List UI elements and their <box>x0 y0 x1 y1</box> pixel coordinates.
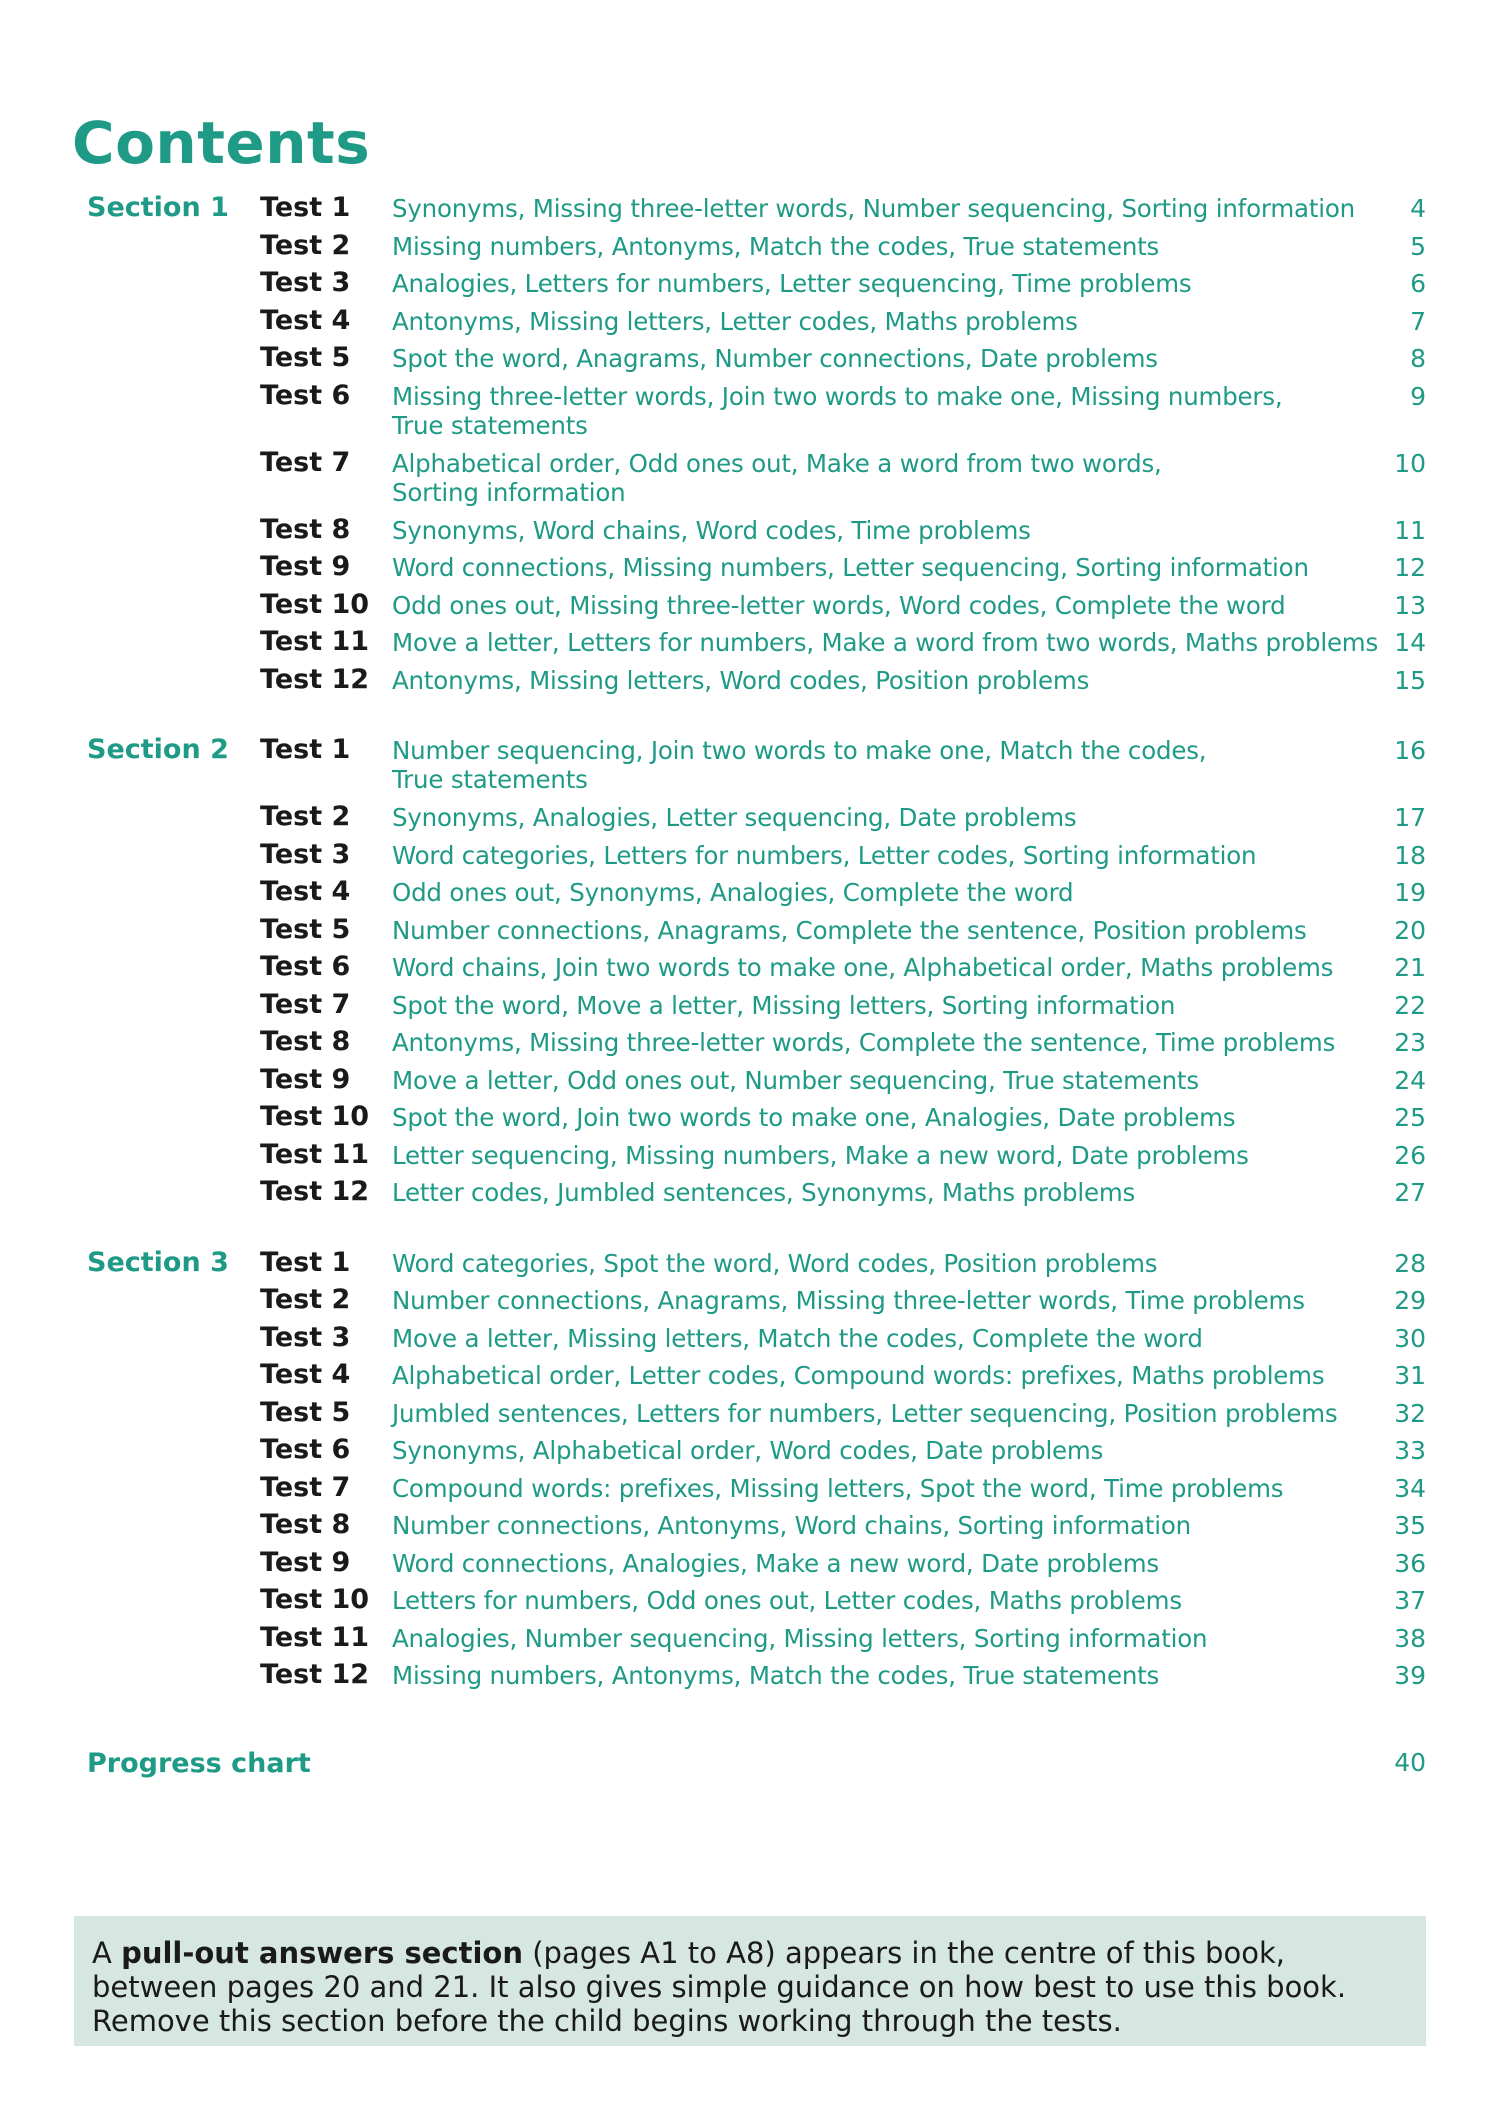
test-label: Test 5 <box>260 342 351 373</box>
test-label: Test 1 <box>260 734 351 765</box>
test-topics <box>392 516 1392 545</box>
page-number: 19 <box>1394 878 1426 907</box>
test-topics-line: Odd ones out, Missing three-letter words, Word codes, Complete the word <box>392 590 1286 620</box>
toc-row[interactable] <box>0 1507 1500 1545</box>
test-topics <box>392 953 1392 982</box>
test-label: Test 7 <box>260 1471 351 1503</box>
test-label: Test 12 <box>260 663 370 695</box>
page-number: 39 <box>1394 1661 1426 1690</box>
test-label: Test 2 <box>260 801 351 832</box>
test-topics-line: Spot the word, Move a letter, Missing letters, Sorting information <box>392 990 1176 1020</box>
page-number: 5 <box>1410 231 1426 261</box>
page-number: 25 <box>1394 1103 1426 1132</box>
test-topics-line: Number connections, Antonyms, Word chains, Sorting information <box>392 1511 1191 1540</box>
section-1 <box>0 190 1500 699</box>
page-number: 7 <box>1410 306 1426 336</box>
toc-row[interactable] <box>0 624 1500 662</box>
test-topics-line: Missing three-letter words, Join two words to make one, Missing numbers, <box>392 381 1283 411</box>
page-number: 16 <box>1394 736 1426 765</box>
answers-notice-box <box>74 1916 1426 2046</box>
test-topics <box>392 1066 1392 1095</box>
test-topics <box>392 591 1392 620</box>
test-label: Test 8 <box>260 1509 351 1540</box>
toc-row[interactable] <box>0 949 1500 987</box>
progress-chart-label: Progress chart <box>87 1748 311 1779</box>
test-topics <box>392 628 1392 657</box>
test-label: Test 3 <box>260 1321 351 1353</box>
test-topics-line: Compound words: prefixes, Missing letters, Spot the word, Time problems <box>392 1473 1284 1503</box>
toc-row[interactable] <box>0 1245 1500 1283</box>
test-topics <box>392 1249 1392 1278</box>
test-label: Test 10 <box>260 1101 370 1132</box>
test-label: Test 9 <box>260 551 351 582</box>
section-label: Section 2 <box>87 734 229 765</box>
test-label: Test 5 <box>260 913 351 945</box>
page-number: 17 <box>1394 803 1426 832</box>
test-label: Test 4 <box>260 1359 351 1390</box>
test-topics <box>392 1286 1392 1315</box>
test-label: Test 8 <box>260 1026 351 1057</box>
test-topics <box>392 1549 1392 1578</box>
toc-row[interactable] <box>0 987 1500 1025</box>
toc-row[interactable] <box>0 549 1500 587</box>
test-label: Test 9 <box>260 1063 351 1095</box>
test-topics-line: Sorting information <box>392 477 626 507</box>
test-topics-line: Analogies, Letters for numbers, Letter sequencing, Time problems <box>392 269 1192 298</box>
test-topics-line: Word categories, Spot the word, Word codes, Position problems <box>392 1248 1158 1278</box>
toc-row[interactable] <box>0 1099 1500 1137</box>
test-topics-line: Synonyms, Missing three-letter words, Number sequencing, Sorting information <box>392 194 1355 223</box>
test-label: Test 5 <box>260 1396 351 1428</box>
toc-row[interactable] <box>0 1282 1500 1320</box>
test-label: Test 6 <box>260 951 351 982</box>
test-topics <box>392 1436 1392 1465</box>
test-topics <box>392 1511 1392 1540</box>
test-label: Test 12 <box>260 1659 370 1690</box>
test-label: Test 6 <box>260 379 351 411</box>
test-topics-line: Synonyms, Alphabetical order, Word codes, Date problems <box>392 1436 1104 1465</box>
test-label: Test 11 <box>260 626 370 657</box>
progress-chart-row[interactable] <box>0 1748 1500 1788</box>
page-number: 26 <box>1394 1140 1426 1170</box>
page-number: 30 <box>1394 1323 1426 1353</box>
test-topics-line: Word connections, Analogies, Make a new word, Date problems <box>392 1548 1159 1578</box>
notice-bold-text: pull-out answers section <box>121 1936 523 1970</box>
test-topics <box>392 666 1392 695</box>
section-label: Section 1 <box>87 192 229 223</box>
toc-row[interactable] <box>0 1545 1500 1583</box>
toc-row[interactable] <box>0 1432 1500 1470</box>
test-topics-line: Analogies, Number sequencing, Missing letters, Sorting information <box>392 1623 1208 1653</box>
test-label: Test 11 <box>260 1621 370 1653</box>
toc-row[interactable] <box>0 1137 1500 1175</box>
page-number: 14 <box>1394 628 1426 657</box>
test-label: Test 7 <box>260 988 351 1020</box>
page-number: 4 <box>1410 194 1426 223</box>
test-topics <box>392 736 1392 794</box>
page-number: 28 <box>1394 1248 1426 1278</box>
test-label: Test 4 <box>260 304 351 336</box>
page-number: 8 <box>1410 344 1426 373</box>
test-topics-line: Synonyms, Word chains, Word codes, Time problems <box>392 515 1031 545</box>
test-topics-line: Antonyms, Missing letters, Letter codes, Maths problems <box>392 306 1078 336</box>
test-label: Test 3 <box>260 838 351 870</box>
test-topics-line: Move a letter, Odd ones out, Number sequencing, True statements <box>392 1065 1199 1095</box>
table-of-contents <box>0 190 1500 1695</box>
toc-row[interactable] <box>0 1320 1500 1358</box>
test-label: Test 9 <box>260 1546 351 1578</box>
test-topics-line: Number connections, Anagrams, Complete the sentence, Position problems <box>392 915 1307 945</box>
toc-row[interactable] <box>0 1620 1500 1658</box>
test-topics-line: Letter sequencing, Missing numbers, Make a new word, Date problems <box>392 1140 1249 1170</box>
test-topics <box>392 307 1392 336</box>
test-topics <box>392 1178 1392 1207</box>
toc-row[interactable] <box>0 190 1500 228</box>
test-topics-line: Alphabetical order, Odd ones out, Make a word from two words, <box>392 448 1162 478</box>
page-number: 6 <box>1410 269 1426 298</box>
toc-row[interactable] <box>0 303 1500 341</box>
toc-row[interactable] <box>0 1470 1500 1508</box>
toc-row[interactable] <box>0 1174 1500 1212</box>
test-label: Test 2 <box>260 1284 351 1315</box>
test-topics <box>392 1474 1392 1503</box>
page-number: 24 <box>1394 1065 1426 1095</box>
toc-row[interactable] <box>0 340 1500 378</box>
toc-row[interactable] <box>0 837 1500 875</box>
test-topics <box>392 553 1392 582</box>
test-topics <box>392 1399 1392 1428</box>
test-topics-line: Letters for numbers, Odd ones out, Letter codes, Maths problems <box>392 1586 1182 1615</box>
page-number: 23 <box>1394 1028 1426 1057</box>
test-topics-line: Word chains, Join two words to make one, Alphabetical order, Maths problems <box>392 953 1334 982</box>
test-topics-line: Word categories, Letters for numbers, Letter codes, Sorting information <box>392 840 1257 870</box>
test-label: Test 6 <box>260 1434 351 1465</box>
test-topics <box>392 1103 1392 1132</box>
toc-row[interactable] <box>0 512 1500 550</box>
page-number: 33 <box>1394 1436 1426 1465</box>
page-number: 31 <box>1394 1361 1426 1390</box>
page-number: 32 <box>1394 1398 1426 1428</box>
toc-row[interactable] <box>0 1024 1500 1062</box>
test-topics-line: Letter codes, Jumbled sentences, Synonyms, Maths problems <box>392 1178 1136 1207</box>
test-topics <box>392 1028 1392 1057</box>
page-number: 22 <box>1394 990 1426 1020</box>
notice-prefix: A <box>92 1936 112 1970</box>
toc-row[interactable] <box>0 378 1500 445</box>
test-topics-line: Move a letter, Letters for numbers, Make a word from two words, Maths problems <box>392 628 1379 657</box>
toc-row[interactable] <box>0 587 1500 625</box>
test-topics <box>392 878 1392 907</box>
page-number: 27 <box>1394 1178 1426 1207</box>
toc-row[interactable] <box>0 912 1500 950</box>
toc-row[interactable] <box>0 874 1500 912</box>
page-number: 10 <box>1394 448 1426 478</box>
toc-row[interactable] <box>0 732 1500 799</box>
page-number: 37 <box>1394 1586 1426 1615</box>
test-topics <box>392 803 1392 832</box>
test-label: Test 3 <box>260 267 351 298</box>
test-label: Test 7 <box>260 446 351 478</box>
test-topics-line: Missing numbers, Antonyms, Match the codes, True statements <box>392 231 1160 261</box>
toc-row[interactable] <box>0 1062 1500 1100</box>
test-topics <box>392 449 1392 507</box>
section-label: Section 3 <box>87 1246 229 1278</box>
page-number: 12 <box>1394 553 1426 582</box>
toc-row[interactable] <box>0 1395 1500 1433</box>
test-topics-line: Number sequencing, Join two words to make one, Match the codes, <box>392 736 1207 765</box>
test-topics-line: Synonyms, Analogies, Letter sequencing, Date problems <box>392 803 1077 832</box>
test-topics <box>392 841 1392 870</box>
toc-row[interactable] <box>0 662 1500 700</box>
progress-chart-page-number: 40 <box>1394 1748 1426 1777</box>
test-topics <box>392 1361 1392 1390</box>
test-topics-line: Odd ones out, Synonyms, Analogies, Complete the word <box>392 878 1074 907</box>
test-topics-line: Word connections, Missing numbers, Letter sequencing, Sorting information <box>392 553 1309 582</box>
test-topics <box>392 991 1392 1020</box>
page-number: 21 <box>1394 953 1426 982</box>
test-label: Test 1 <box>260 192 351 223</box>
page-number: 36 <box>1394 1548 1426 1578</box>
test-label: Test 8 <box>260 513 351 545</box>
test-topics <box>392 1141 1392 1170</box>
test-topics-line: True statements <box>392 410 588 440</box>
test-topics-line: Antonyms, Missing three-letter words, Complete the sentence, Time problems <box>392 1028 1336 1057</box>
toc-row[interactable] <box>0 445 1500 512</box>
test-topics-line: Alphabetical order, Letter codes, Compound words: prefixes, Maths problems <box>392 1361 1325 1390</box>
test-topics-line: Move a letter, Missing letters, Match the codes, Complete the word <box>392 1323 1203 1353</box>
test-topics <box>392 1624 1392 1653</box>
test-label: Test 12 <box>260 1176 370 1207</box>
test-topics-line: Spot the word, Join two words to make one, Analogies, Date problems <box>392 1103 1236 1132</box>
test-topics <box>392 1661 1392 1690</box>
test-topics <box>392 232 1392 261</box>
test-topics-line: Jumbled sentences, Letters for numbers, Letter sequencing, Position problems <box>392 1398 1338 1428</box>
test-label: Test 1 <box>260 1246 351 1278</box>
test-topics-line: Missing numbers, Antonyms, Match the codes, True statements <box>392 1661 1160 1690</box>
page-number: 13 <box>1394 590 1426 620</box>
test-label: Test 10 <box>260 1584 370 1615</box>
test-label: Test 2 <box>260 229 351 261</box>
test-topics-line: Number connections, Anagrams, Missing three-letter words, Time problems <box>392 1286 1305 1315</box>
toc-row[interactable] <box>0 1657 1500 1695</box>
test-label: Test 4 <box>260 876 351 907</box>
page-number: 34 <box>1394 1473 1426 1503</box>
page-number: 35 <box>1394 1511 1426 1540</box>
page-number: 18 <box>1394 840 1426 870</box>
page-number: 38 <box>1394 1623 1426 1653</box>
test-topics <box>392 1324 1392 1353</box>
test-label: Test 10 <box>260 588 370 620</box>
test-topics-line: Spot the word, Anagrams, Number connections, Date problems <box>392 344 1158 373</box>
page-title: Contents <box>72 109 371 177</box>
test-topics <box>392 194 1392 223</box>
page-number: 9 <box>1410 381 1426 411</box>
notice-body-text: (pages A1 to A8) appears in the centre of this book, between pages 20 and 21. It also gives simple guidance on how best to use this book. Remove this section before the child begins working through the tests. <box>92 1936 1347 2038</box>
toc-row[interactable] <box>0 228 1500 266</box>
toc-row[interactable] <box>0 265 1500 303</box>
test-topics <box>392 382 1392 440</box>
toc-row[interactable] <box>0 799 1500 837</box>
test-topics-line: Antonyms, Missing letters, Word codes, Position problems <box>392 665 1090 695</box>
toc-row[interactable] <box>0 1357 1500 1395</box>
test-topics <box>392 1586 1392 1615</box>
page-number: 11 <box>1394 515 1426 545</box>
test-topics <box>392 916 1392 945</box>
section-2 <box>0 732 1500 1212</box>
page-number: 20 <box>1394 915 1426 945</box>
test-topics <box>392 344 1392 373</box>
test-topics-line: True statements <box>392 765 588 794</box>
toc-row[interactable] <box>0 1582 1500 1620</box>
page-number: 15 <box>1394 665 1426 695</box>
page-number: 29 <box>1394 1286 1426 1315</box>
test-topics <box>392 269 1392 298</box>
test-label: Test 11 <box>260 1138 370 1170</box>
section-3 <box>0 1245 1500 1695</box>
